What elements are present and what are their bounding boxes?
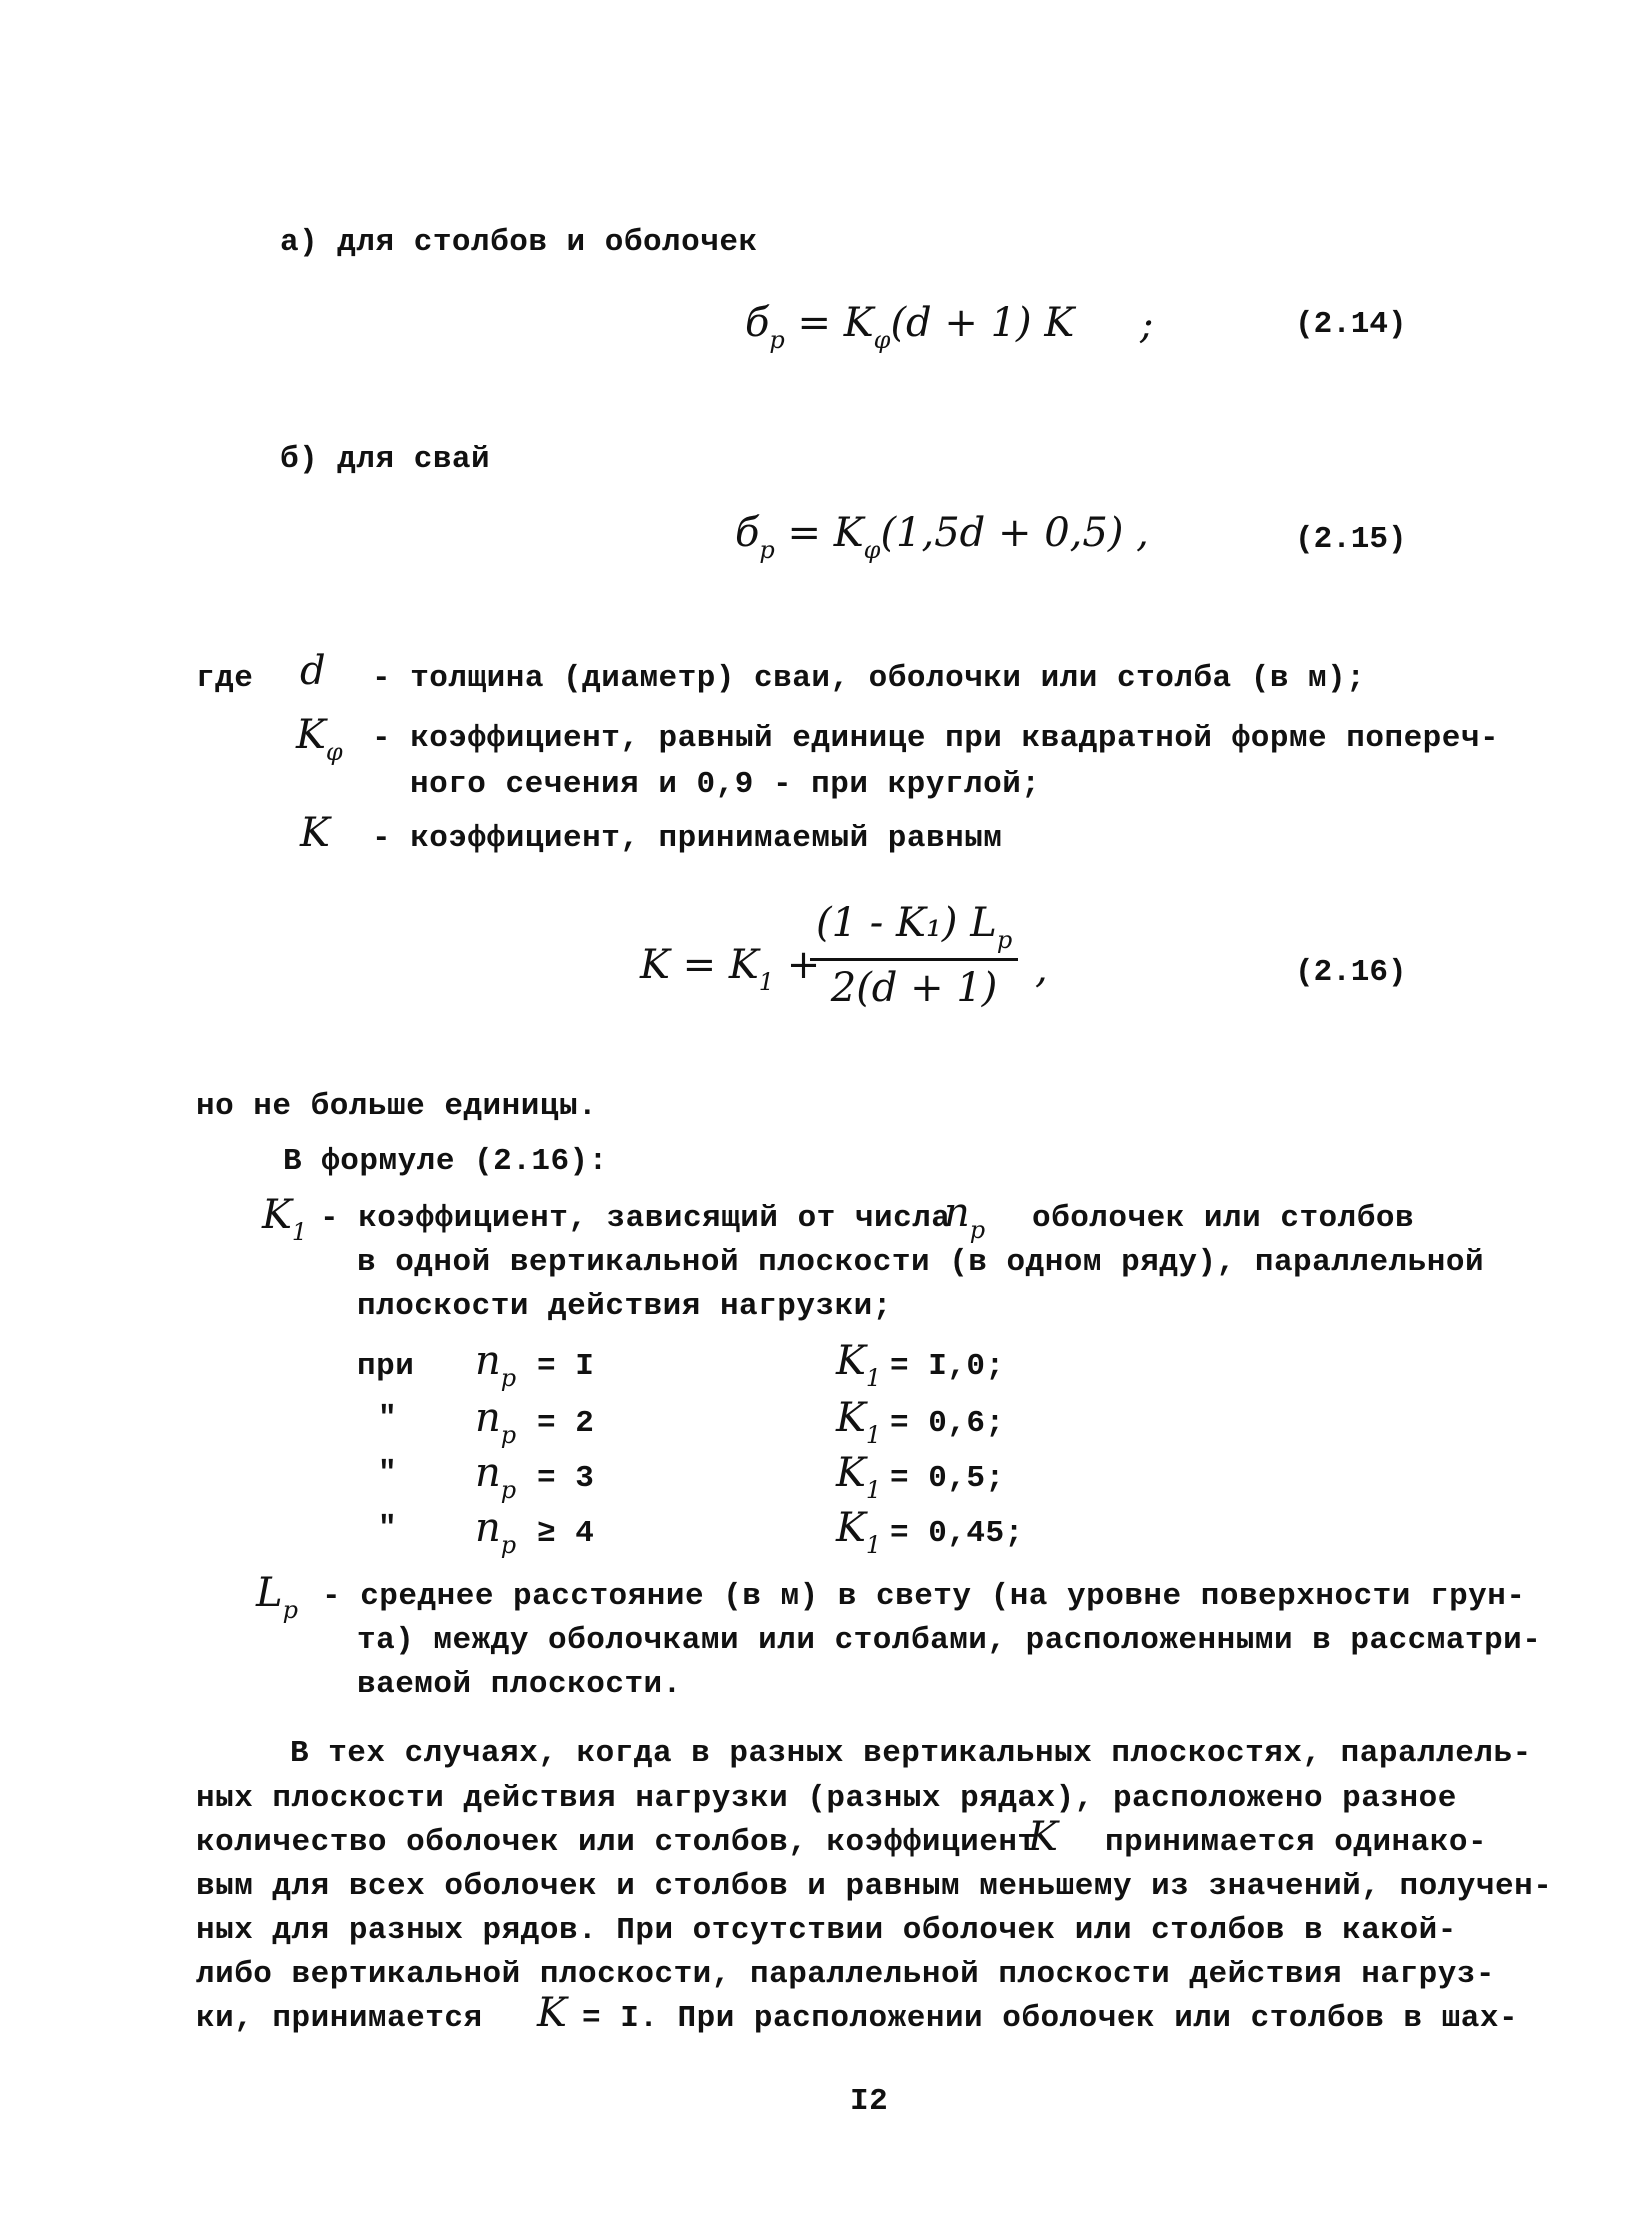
but-not-more-text: но не больше единицы.: [196, 1089, 598, 1124]
where-label: где: [196, 661, 254, 696]
formula-k: K: [843, 300, 874, 346]
numerator-text: (1 - K₁) L: [816, 900, 997, 946]
fraction-numerator: [810, 900, 1018, 961]
formula-lhs: K: [640, 942, 670, 988]
formula-lhs-sub: p: [769, 326, 785, 354]
paragraph-line: вым для всех оболочек и столбов и равным меньшему из значений, получен-: [196, 1869, 1553, 1904]
symbol-n: n: [944, 1190, 970, 1236]
paragraph-line: В тех случаях, когда в разных вертикальных плоскостях, параллель-: [290, 1736, 1532, 1771]
equation-number-2-15: (2.15): [1295, 522, 1407, 557]
symbol-k-sub: 1: [291, 1218, 308, 1246]
def-k1-line2: в одной вертикальной плоскости (в одном ряду), параллельной: [357, 1245, 1485, 1280]
def-lp-line2: та) между оболочками или столбами, расположенными в рассматри-: [357, 1623, 1542, 1658]
n-sub: p: [500, 1421, 517, 1449]
row-condition: = 2: [537, 1406, 595, 1441]
def-k-phi-line2: ного сечения и 0,9 - при круглой;: [410, 767, 1041, 802]
formula-2-15: [735, 510, 1149, 564]
paragraph-line: либо вертикальной плоскости, параллельной плоскости действия нагруз-: [196, 1957, 1496, 1992]
row-n: [475, 1450, 516, 1504]
formula-k-sub: φ: [873, 326, 891, 354]
row-k: [836, 1338, 881, 1392]
k-symbol: K: [836, 1450, 866, 1496]
row-n: [475, 1505, 516, 1559]
symbol-np: [944, 1190, 985, 1244]
row-value: = I,0;: [890, 1349, 1005, 1384]
symbol-k-sub: φ: [325, 738, 343, 766]
n-sub: p: [500, 1476, 517, 1504]
def-lp-line3: ваемой плоскости.: [357, 1667, 682, 1702]
k-sub: 1: [865, 1531, 882, 1559]
row-prefix: ": [378, 1511, 398, 1546]
row-prefix: ": [378, 1456, 398, 1491]
symbol-k-phi: [296, 712, 343, 766]
def-k-text: - коэффициент, принимаемый равным: [372, 821, 1003, 856]
def-k1-line3: плоскости действия нагрузки;: [357, 1289, 892, 1324]
row-value: = 0,45;: [890, 1516, 1024, 1551]
n-sub: p: [500, 1531, 517, 1559]
row-value: = 0,6;: [890, 1406, 1005, 1441]
symbol-k: K: [300, 810, 330, 856]
def-d-text: - толщина (диаметр) сваи, оболочки или столба (в м);: [372, 661, 1366, 696]
paragraph-line: количество оболочек или столбов, коэффициент: [196, 1825, 1037, 1860]
equation-number-2-16: (2.16): [1295, 955, 1407, 990]
formula-eq: =: [774, 510, 834, 556]
paragraph-line: ных плоскости действия нагрузки (разных рядах), расположено разное: [196, 1781, 1457, 1816]
paragraph-line: принимается одинако-: [1105, 1825, 1488, 1860]
k-symbol: K: [836, 1505, 866, 1551]
numerator-sub: p: [996, 926, 1013, 954]
formula-lhs-sub: p: [759, 536, 775, 564]
k-sub: 1: [865, 1421, 882, 1449]
n-symbol: n: [475, 1450, 501, 1496]
formula-body: (d + 1) K: [890, 300, 1075, 346]
symbol-k: K: [262, 1192, 292, 1238]
formula-eq: =: [784, 300, 844, 346]
row-prefix: ": [378, 1401, 398, 1436]
symbol-k1: [262, 1192, 307, 1246]
formula-2-16-fraction: [810, 900, 1018, 1011]
formula-plus: +: [774, 942, 821, 988]
n-sub: p: [500, 1364, 517, 1392]
def-k1-line1: - коэффициент, зависящий от числа: [320, 1201, 951, 1236]
symbol-n-sub: p: [969, 1216, 986, 1244]
in-formula-text: В формуле (2.16):: [283, 1144, 608, 1179]
k-sub: 1: [865, 1364, 882, 1392]
row-condition: ≥ 4: [537, 1516, 595, 1551]
symbol-d: d: [300, 648, 326, 694]
paragraph-line: ных для разных рядов. При отсутствии оболочек или столбов в какой-: [196, 1913, 1457, 1948]
k-sub: 1: [865, 1476, 882, 1504]
row-value: = 0,5;: [890, 1461, 1005, 1496]
paragraph-line: ки, принимается: [196, 2001, 483, 2036]
n-symbol: n: [475, 1338, 501, 1384]
def-k-phi-line1: - коэффициент, равный единице при квадратной форме попереч-: [372, 721, 1500, 756]
k-symbol: K: [836, 1338, 866, 1384]
row-condition: = I: [537, 1349, 595, 1384]
symbol-lp: [256, 1570, 298, 1624]
page-number: I2: [850, 2084, 889, 2119]
row-condition: = 3: [537, 1461, 595, 1496]
formula-k: K: [833, 510, 864, 556]
formula-eq: =: [669, 942, 729, 988]
row-k: [836, 1450, 881, 1504]
symbol-l-sub: p: [282, 1596, 298, 1624]
formula-2-14-sep: ;: [1140, 302, 1154, 348]
formula-2-14: [745, 300, 1074, 354]
formula-lhs: б: [745, 300, 770, 346]
formula-k1: K: [728, 942, 759, 988]
paragraph-symbol-k: K: [537, 1990, 567, 2036]
formula-lhs: б: [735, 510, 760, 556]
symbol-l: L: [256, 1570, 283, 1616]
item-b-label: б) для свай: [280, 442, 491, 477]
paragraph-symbol-k: K: [1028, 1814, 1058, 1860]
symbol-k: K: [296, 712, 326, 758]
formula-2-16-lhs: [640, 942, 820, 996]
row-k: [836, 1395, 881, 1449]
row-k: [836, 1505, 881, 1559]
row-n: [475, 1338, 516, 1392]
formula-k1-sub: 1: [758, 968, 775, 996]
fraction-denominator: 2(d + 1): [830, 965, 998, 1011]
equation-number-2-14: (2.14): [1295, 307, 1407, 342]
item-a-label: а) для столбов и оболочек: [280, 225, 758, 260]
row-prefix: при: [357, 1349, 415, 1384]
k-symbol: K: [836, 1395, 866, 1441]
formula-body: (1,5d + 0,5) ,: [880, 510, 1149, 556]
def-lp-line1: - среднее расстояние (в м) в свету (на уровне поверхности грун-: [322, 1579, 1526, 1614]
paragraph-line: = I. При расположении оболочек или столбов в шах-: [582, 2001, 1519, 2036]
n-symbol: n: [475, 1395, 501, 1441]
def-k1-line1b: оболочек или столбов: [1032, 1201, 1415, 1236]
n-symbol: n: [475, 1505, 501, 1551]
formula-k-sub: φ: [863, 536, 881, 564]
row-n: [475, 1395, 516, 1449]
formula-2-16-comma: ,: [1035, 946, 1048, 992]
